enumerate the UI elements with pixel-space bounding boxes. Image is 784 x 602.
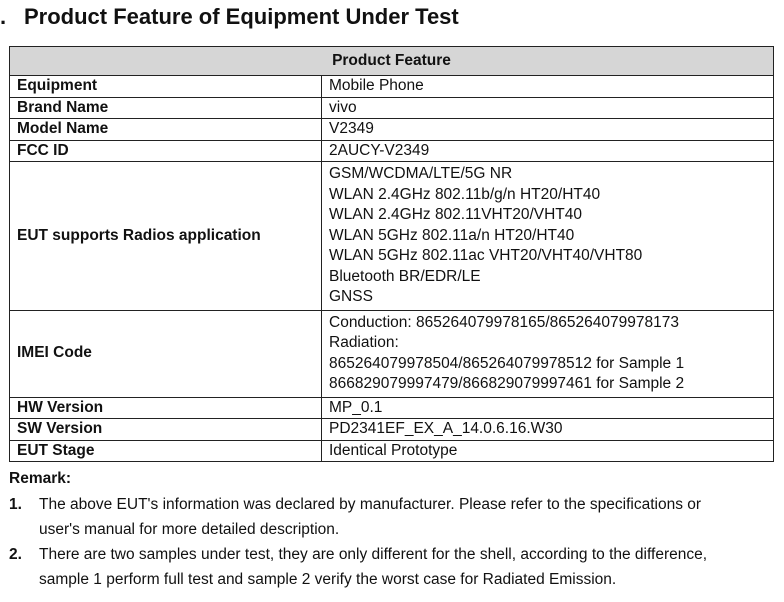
table-row — [10, 140, 774, 162]
radio-item: WLAN 2.4GHz 802.11VHT20/VHT40 — [329, 206, 582, 223]
row-label: IMEI Code — [10, 310, 322, 397]
row-value: Identical Prototype — [322, 440, 774, 462]
row-label: Equipment — [10, 76, 322, 98]
radio-item: WLAN 5GHz 802.11a/n HT20/HT40 — [329, 226, 575, 244]
radio-item: GNSS — [329, 288, 373, 305]
radio-item: WLAN 5GHz 802.11ac VHT20/VHT40/VHT80 — [329, 247, 643, 264]
note-line: sample 1 perform full test and sample 2 verify the worst case for Radiated Emission. — [39, 571, 617, 588]
imei-line: Conduction: 865264079978165/865264079978173 — [329, 313, 679, 331]
note-line: There are two samples under test, they are only different for the shell, according to the difference, — [39, 546, 708, 563]
row-label: EUT Stage — [10, 440, 322, 462]
row-value: PD2341EF_EX_A_14.0.6.16.W30 — [322, 419, 774, 441]
table-row — [10, 397, 774, 419]
table-row — [10, 97, 774, 119]
section-title: Product Feature of Equipment Under Test — [24, 4, 459, 29]
table-header: Product Feature — [10, 47, 774, 76]
imei-line: 865264079978504/865264079978512 for Sample 1 — [329, 354, 685, 372]
row-label: SW Version — [10, 419, 322, 441]
remark-note — [9, 542, 774, 592]
imei-line: 866829079997479/866829079997461 for Sample 2 — [329, 375, 685, 392]
imei-list — [322, 310, 774, 397]
row-label: FCC ID — [10, 140, 322, 162]
table-row — [10, 119, 774, 141]
table-row — [10, 440, 774, 462]
table-row — [10, 162, 774, 311]
section-heading — [0, 4, 459, 30]
table-row — [10, 419, 774, 441]
row-value: vivo — [322, 97, 774, 119]
row-label: HW Version — [10, 397, 322, 419]
row-label: Brand Name — [10, 97, 322, 119]
remark-title: Remark: — [9, 470, 72, 487]
row-value: V2349 — [322, 119, 774, 141]
row-label: EUT supports Radios application — [10, 162, 322, 311]
row-value: MP_0.1 — [322, 397, 774, 419]
table-row — [10, 76, 774, 98]
row-label: Model Name — [10, 119, 322, 141]
section-number: . — [0, 4, 7, 29]
note-line: user's manual for more detailed description. — [39, 521, 340, 538]
radios-list — [322, 162, 774, 311]
table-row — [10, 310, 774, 397]
row-value: 2AUCY-V2349 — [322, 140, 774, 162]
note-number: 2. — [9, 546, 22, 563]
radio-item: WLAN 2.4GHz 802.11b/g/n HT20/HT40 — [329, 185, 601, 203]
radio-item: Bluetooth BR/EDR/LE — [329, 267, 481, 285]
row-value: Mobile Phone — [322, 76, 774, 98]
note-number: 1. — [9, 496, 22, 513]
product-feature-table — [9, 46, 774, 462]
remark-note — [9, 492, 774, 542]
note-line: The above EUT's information was declared by manufacturer. Please refer to the specifications or — [39, 496, 702, 513]
table-header-row — [10, 47, 774, 76]
imei-line: Radiation: — [329, 334, 399, 351]
radio-item: GSM/WCDMA/LTE/5G NR — [329, 165, 513, 182]
